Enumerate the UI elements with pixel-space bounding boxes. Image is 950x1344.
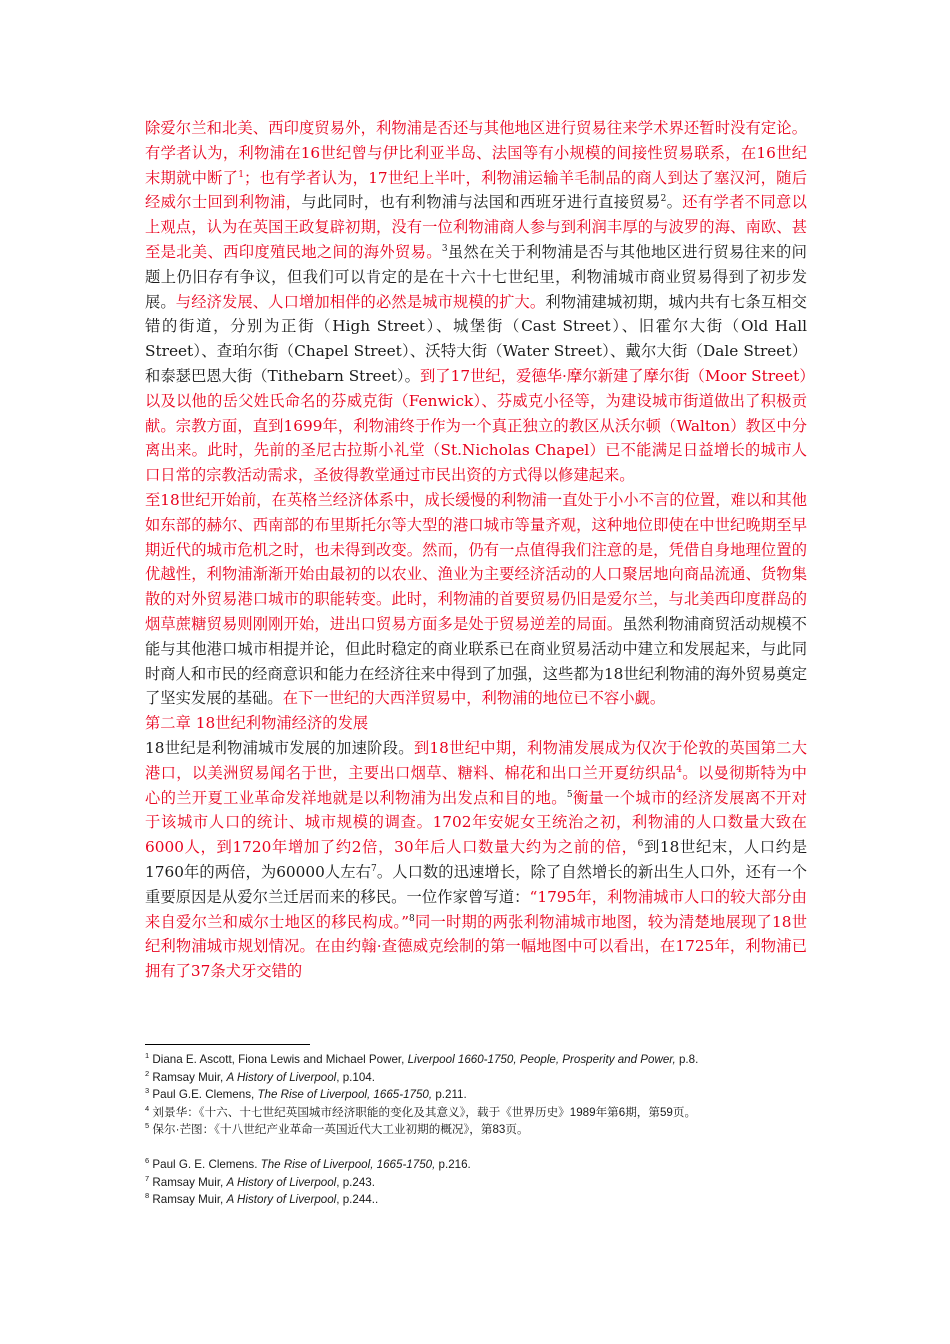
footnote — [145, 1191, 807, 1209]
text-run: 与经济发展、人口增加相伴的必然是城市规模的扩大。 — [175, 292, 546, 311]
footnote-text: p.211. — [432, 1088, 467, 1102]
footnote-text: Diana E. Ascott, Fiona Lewis and Michael Power, — [152, 1053, 408, 1066]
paragraph — [145, 736, 807, 984]
footnote-text: The Rise of Liverpool, 1665-1750, — [257, 1088, 433, 1102]
footnote-separator — [145, 1044, 310, 1045]
footnote-gap — [145, 1139, 807, 1156]
text-run: 18世纪是利物浦城市发展的加速阶段。 — [145, 738, 414, 757]
text-run: 到18世纪中期，利物浦发展成为仅次于伦敦的英国第二大港口，以美洲贸易闻名于世，主要出口烟草、糖料、棉花和出口兰开夏纺织品 — [145, 738, 807, 782]
footnote-text: A History of Liverpool — [226, 1175, 337, 1189]
footnote-ref: 8 — [409, 913, 415, 924]
footnote-ref: 7 — [371, 863, 377, 874]
footnote-text: p.216. — [435, 1157, 471, 1171]
text-run: 利物浦建城初期，城内共有七条互相交错的街道，分别为正街（High Street）、城堡街（Cast Street）、旧霍尔大街（Old Hall Street）、查珀尔街（Chapel Street）、沃特大街（Water Street）、戴尔大街（Dale Street）和泰瑟巴恩大街（Tithebarn Street）。 — [145, 292, 807, 385]
footnote — [145, 1104, 807, 1122]
body-text — [145, 116, 807, 984]
text-run: ；也有学者认为，17世纪上半叶，利物浦运输羊毛制品的商人到达了塞汉河，随后经威尔士回到利物浦， — [145, 168, 807, 212]
footnote-number: 7 — [145, 1173, 150, 1183]
footnote-number: 6 — [145, 1156, 150, 1166]
footnote — [145, 1051, 807, 1069]
text-run: 还有学者不同意以上观点，认为在英国王政复辟初期，没有一位利物浦商人参与到利润丰厚的与波罗的海、南欧、甚至是北美、西印度殖民地之间的海外贸易。 — [145, 193, 807, 261]
footnote — [145, 1086, 807, 1104]
footnote-text: A History of Liverpool — [226, 1070, 337, 1084]
text-run: 。人口数的迅速增长，除了自然增长的新出生人口外，还有一个重要原因是从爱尔兰迁居而来的移民。一位作家曾写道： — [145, 862, 807, 906]
footnote-number: 1 — [145, 1051, 150, 1061]
text-run: 与此同时，也有利物浦与法国和西班牙进行直接贸易 — [301, 193, 661, 212]
footnote-number: 3 — [145, 1086, 150, 1096]
text-run: 至18世纪开始前，在英格兰经济体系中，成长缓慢的利物浦一直处于小小不言的位置，难以和其他如东部的赫尔、西南部的布里斯托尔等大型的港口城市等量齐观，这种地位即使在中世纪晚期至早期近代的城市危机之时，也未得到改变。然而，仍有一点值得我们注意的是，凭借自身地理位置的优越性，利物浦渐渐开始由最初的以农业、渔业为主要经济活动的人口聚居地向商品流通、货物集散的对外贸易港口城市的职能转变。此时，利物浦的首要贸易仍旧是爱尔兰，与北美西印度群岛的烟草蔗糖贸易则刚刚开始，进出口贸易方面多是处于贸易逆差的局面。 — [145, 490, 807, 633]
text-run: “1795年，利物浦城市人口的较大部分由来自爱尔兰和威尔士地区的移民构成。” — [145, 887, 807, 931]
text-run: 1702年安妮女王统治之初，利物浦的人口数量大致在6000人，到1720年增加了约2倍，30年后人口数量大约为之前的倍， — [145, 813, 807, 857]
footnote-number: 4 — [145, 1103, 150, 1113]
text-run: 虽然利物浦商贸活动规模不能与其他港口城市相提并论，但此时稳定的商业联系已在商业贸易活动中建立和发展起来，与此同时商人和市民的经商意识和能力在经济往来中得到了加强，这些都为18世纪利物浦的海外贸易奠定了坚实发展的基础。 — [145, 614, 807, 708]
footnote-ref: 3 — [441, 243, 448, 254]
footnote-ref: 6 — [637, 839, 644, 850]
footnote-text: Ramsay Muir, — [152, 1193, 227, 1207]
footnote-text: , p.244.. — [336, 1193, 379, 1207]
paragraph — [145, 116, 807, 488]
footnote-text: 刘景华：《十六、十七世纪英国城市经济职能的变化及其意义》，载于《世界历史》1989年第6期，第59页。 — [152, 1105, 697, 1119]
text-run: 除爱尔兰和北美、西印度贸易外，利物浦是否还与其他地区进行贸易往来学术界还暂时没有定论。有学者认为，利物浦在16世纪曾与伊比利亚半岛、法国等有小规模的间接性贸易联系，在16世纪末期就中断了 — [145, 119, 807, 187]
footnote-text: Ramsay Muir, — [152, 1175, 227, 1189]
footnote-text: Paul G.E. Clemens, — [152, 1088, 258, 1102]
footnote-text: Paul G. E. Clemens. — [152, 1157, 261, 1171]
footnote-text: A History of Liverpool — [226, 1193, 337, 1207]
footnote-number: 8 — [145, 1191, 150, 1201]
text-run: 到18世纪末，人口约是1760年的两倍，为60000人左右 — [145, 838, 807, 881]
text-run: 衡量一个城市的经济发展离不开对于该城市人口的统计、城市规模的调查。 — [145, 788, 807, 832]
footnote-text: The Rise of Liverpool, 1665-1750, — [260, 1157, 436, 1171]
text-run: 同一时期的两张利物浦城市地图，较为清楚地展现了18世纪利物浦城市规划情况。在由约翰·查德威克绘制的第一幅地图中可以看出，在1725年，利物浦已拥有了37条犬牙交错的 — [145, 912, 807, 981]
text-run: 在下一世纪的大西洋贸易中，利物浦的地位已不容小觑。 — [282, 689, 666, 708]
text-run: 第二章 18世纪利物浦经济的发展 — [145, 714, 369, 733]
text-run: 到了17世纪，爱德华·摩尔新建了摩尔街（Moor Street）以及以他的岳父姓氏命名的芬威克街（Fenwick）、芬威克小径等，为建设城市街道做出了积极贡献。宗教方面，直到1699年，利物浦终于作为一个真正独立的教区从沃尔顿（Walton）教区中分离出来。此时，先前的圣尼古拉斯小礼堂（St.Nicholas Chapel）已不能满足日益增长的城市人口日常的宗教活动需求，圣彼得教堂通过市民出资的方式得以修建起来。 — [145, 366, 807, 485]
footnote-number: 5 — [145, 1121, 150, 1131]
text-run: 。 — [666, 193, 683, 212]
footnote — [145, 1156, 807, 1174]
text-run: 。以曼彻斯特为中心的兰开夏工业革命发祥地就是以利物浦为出发点和目的地。 — [145, 763, 807, 807]
paragraph — [145, 711, 807, 736]
footnotes — [145, 1051, 807, 1209]
footnote-number: 2 — [145, 1068, 150, 1078]
footnote-text: Liverpool 1660-1750, People, Prosperity and Power, — [407, 1053, 676, 1066]
footnote — [145, 1174, 807, 1192]
footnote-ref: 4 — [676, 764, 682, 775]
text-run: 虽然在关于利物浦是否与其他地区进行贸易往来的问题上仍旧存有争议，但我们可以肯定的是在十六十七世纪里，利物浦城市商业贸易得到了初步发展。 — [145, 242, 807, 311]
footnote — [145, 1069, 807, 1087]
footnote-ref: 5 — [566, 789, 573, 800]
footnote-text: , p.243. — [336, 1175, 375, 1189]
footnote — [145, 1121, 807, 1139]
footnote-text: 保尔·芒图：《十八世纪产业革命一英国近代大工业初期的概况》，第83页。 — [152, 1123, 529, 1137]
footnote-ref: 2 — [660, 194, 667, 205]
footnote-text: p.8. — [675, 1053, 699, 1066]
footnote-text: Ramsay Muir, — [152, 1070, 227, 1084]
paragraph — [145, 488, 807, 711]
footnote-ref: 1 — [238, 169, 244, 180]
footnote-text: , p.104. — [336, 1070, 375, 1084]
